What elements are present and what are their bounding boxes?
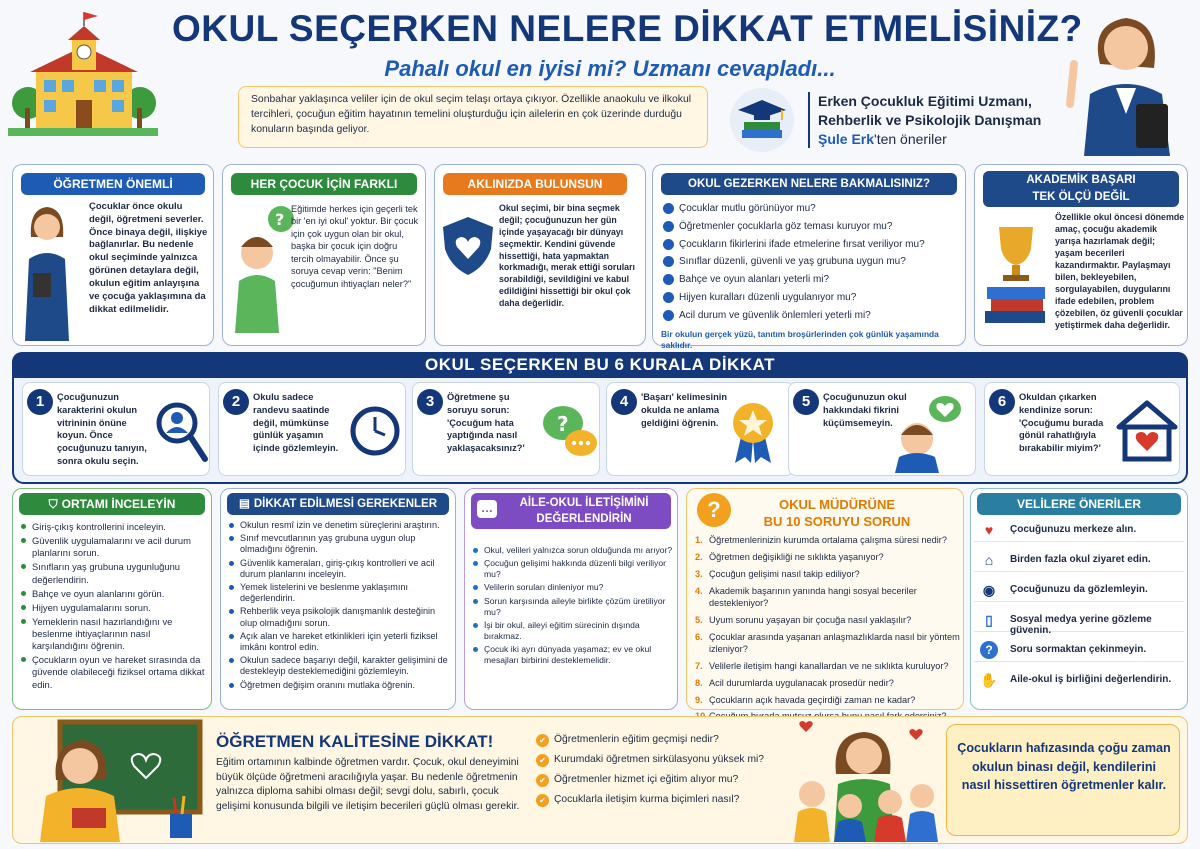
- phone-icon: ▯: [985, 612, 993, 628]
- card-title-gezerken: OKUL GEZERKEN NELERE BAKMALISINIZ?: [661, 173, 957, 195]
- trophy-books-icon: [981, 219, 1051, 329]
- card-okul-gezerken: [652, 164, 966, 351]
- kalite-question: ✔ Öğretmenlerin eğitim geçmişi nedir?: [536, 734, 786, 745]
- dikkat-item: Öğretmen değişim oranını mutlaka öğrenin.: [229, 680, 451, 691]
- card-title-veli: VELİLERE ÖNERİLER: [977, 493, 1181, 515]
- closing-text: Çocukların hafızasında çoğu zaman okulun binası değil, kendilerini nasıl hissettiren öğretmenler kalır.: [957, 741, 1171, 793]
- intro-text: Sonbahar yaklaşınca veliler için de okul seçim telaşı ortaya çıkıyor. Özellikle anaokulu ve ilkokul tercihleri, çocuğun eğitim hayatının temelini oluşturduğu için ailelerin en çok üzerinde durduğu konuların başında geliyor.: [251, 94, 692, 135]
- card-title-ogretmen: ÖĞRETMEN ÖNEMLİ: [21, 173, 205, 195]
- akademik-title-2: TEK ÖLÇÜ DEĞİL: [1032, 191, 1130, 203]
- mudur-item: 6. Çocuklar arasında yaşanan anlaşmazlıklarda nasıl bir yöntem izleniyor?: [695, 631, 960, 654]
- clock-icon: [349, 405, 401, 457]
- gezerken-footer: Bir okulun gerçek yüzü, tanıtım broşürlerinden çok günlük yaşamında saklıdır.: [661, 329, 939, 351]
- kalite-questions: [536, 734, 786, 814]
- veli-item: ✋ Aile-okul iş birliğini değerlendirin.: [980, 672, 1172, 688]
- closing-box: [946, 724, 1180, 836]
- dikkat-item: Sınıf mevcutlarının yaş grubuna uygun olup olmadığını öğrenin.: [229, 533, 451, 555]
- card-title-aile: [471, 493, 671, 529]
- mudur-title-1: OKUL MÜDÜRÜNE: [778, 497, 896, 512]
- aile-item: Sorun karşısında aileyle birlikte çözüm üretiliyor mu?: [473, 596, 675, 618]
- rule-text: Okuldan çıkarken kendinize sorun: 'Çocuğumu burada gönül rahatlığıyla bırakabilir miyim?': [1019, 392, 1104, 454]
- veli-item: ⌂ Birden fazla okul ziyaret edin.: [974, 548, 1184, 572]
- page-subtitle: Pahalı okul en iyisi mi? Uzmanı cevapladı...: [384, 56, 836, 81]
- card-ogretmen-onemli: [12, 164, 214, 346]
- veli-item: ? Soru sormaktan çekinmeyin.: [974, 638, 1184, 662]
- rule-text: 'Başarı' kelimesinin okulda ne anlama geldiğini öğrenin.: [641, 392, 728, 428]
- rule-text: Çocuğunuzun karakterini okulun vitrininin önüne koyun. Önce çocuğunuzu tanıyın, sonra okulu seçin.: [57, 392, 147, 467]
- expert-name: Şule Erk: [818, 131, 875, 147]
- svg-text:?: ?: [275, 210, 285, 229]
- dikkat-item: Okulun sadece başarıyı değil, karakter gelişimini de destekleyip desteklemediğini gözlemleyin.: [229, 655, 451, 677]
- mudur-item: 7. Velilerle iletişim hangi kanallardan ve ne sıklıkta kuruluyor?: [695, 660, 949, 671]
- rule-4: [606, 382, 794, 476]
- clipboard-icon: ▤: [238, 498, 250, 510]
- kalite-question: ✔ Kurumdaki öğretmen sirkülasyonu yüksek mi?: [536, 754, 786, 765]
- card-okul-muduru: [686, 488, 964, 710]
- card-akademik-basari: [974, 164, 1188, 346]
- heart-icon: ♥: [984, 522, 994, 538]
- akademik-title-1: AKADEMİK BAŞARI: [1026, 174, 1136, 186]
- aile-item: Velilerin soruları dinleniyor mu?: [473, 582, 675, 593]
- rule-5: [788, 382, 976, 476]
- rule-number: 6: [989, 389, 1015, 415]
- mudur-item: 1. Öğretmenlerinizin kurumda ortalama çalışma süresi nedir?: [695, 535, 947, 545]
- aile-item: Çocuğun gelişimi hakkında düzenli bilgi veriliyor mu?: [473, 558, 675, 580]
- aile-item: Çocuk iki ayrı dünyada yaşamaz; ev ve okul mesajları birbirini desteklemelidir.: [473, 644, 675, 666]
- aile-item: İşi bir okul, aileyi eğitim sürecinin dışında bırakmaz.: [473, 620, 675, 642]
- gezerken-item: Acil durum ve güvenlik önlemleri yeterli mi?: [663, 310, 959, 323]
- dikkat-item: Okulun resmî izin ve denetim süreçlerini araştırın.: [229, 520, 451, 531]
- card-dikkat-edilmesi: [220, 488, 456, 710]
- page-title: OKUL SEÇERKEN NELERE DİKKAT ETMELİSİNİZ?: [172, 8, 1083, 49]
- gezerken-item: Öğretmenler çocuklarla göz teması kuruyor mu?: [663, 221, 959, 234]
- check-circle-icon: ✔: [536, 734, 549, 747]
- check-circle-icon: ✔: [536, 754, 549, 767]
- ortami-list: [21, 521, 207, 693]
- rule-text: Çocuğunuzun okul hakkındaki fikrini küçümsemeyin.: [823, 392, 907, 428]
- dikkat-item: Yemek listelerini ve beslenme yaklaşımını değerlendirin.: [229, 582, 451, 604]
- mudur-title-2: BU 10 SORUYU SORUN: [763, 514, 911, 529]
- card-title-farkli: HER ÇOCUK İÇİN FARKLI: [231, 173, 417, 195]
- aile-title-2: DEĞERLENDİRİN: [536, 513, 632, 525]
- ortami-item: Güvenlik uygulamalarını ve acil durum planlarını sorun.: [21, 535, 207, 559]
- teacher-children-illustration: [786, 718, 942, 842]
- aile-title-1: AİLE-OKUL İLETİŞİMİNİ: [519, 497, 649, 509]
- card-text-akademik: Özellikle okul öncesi dönemde amaç, çocuğu akademik yarışa hazırlamak değil; yaşam becerileri kazandırmaktır. Paylaşmayı bilen, bekleyebilen, sorgulayabilen, duygularını ifade edebilen, problem çözebilen, öz güvenli çocuklar yetiştirmek daha değerlidir.: [1055, 212, 1185, 331]
- shield-heart-icon: [441, 215, 495, 277]
- gezerken-list: [663, 203, 959, 328]
- dikkat-item: Rehberlik veya psikolojik danışmanlık desteğinin olup olmadığını sorun.: [229, 606, 451, 628]
- expert-title-2: Rehberlik ve Psikolojik Danışman: [818, 112, 1042, 128]
- handshake-icon: ✋: [980, 672, 998, 688]
- gezerken-item: Hijyen kuralları düzenli uygulanıyor mu?: [663, 292, 959, 305]
- kalite-text: Eğitim ortamının kalbinde öğretmen vardır. Çocuk, okul deneyimini büyük ölçüde öğretmeni aracılığıyla yaşar. Bu nedenle öğretmenin yalnızca diploma sahibi olması değil; sevgi dolu, sabırlı, çocuk gelişimi konusunda bilgili ve iletişim becerileri güçlü olması gerekir.: [216, 757, 520, 812]
- graduation-books-icon: [724, 84, 802, 154]
- rule-number: 5: [793, 389, 819, 415]
- dikkat-list: [229, 520, 451, 693]
- rule-6: [984, 382, 1180, 476]
- rule-1: [22, 382, 210, 476]
- card-title-aklinizda: AKLINIZDA BULUNSUN: [443, 173, 627, 195]
- child-heart-bubble-icon: [889, 393, 969, 473]
- card-ortami-inceleyin: [12, 488, 212, 710]
- card-title-dikkat: ▤ DİKKAT EDİLMESİ GEREKENLER: [227, 493, 449, 515]
- speech-bubbles-icon: [541, 401, 599, 461]
- rule-number: 4: [611, 389, 637, 415]
- card-her-cocuk-farkli: [222, 164, 426, 346]
- aile-item: Okul, velileri yalnızca sorun olduğunda mı arıyor?: [473, 545, 675, 556]
- kalite-question: ✔ Çocuklarla iletişim kurma biçimleri nasıl?: [536, 794, 786, 805]
- mudur-item: 9. Çocukların açık havada geçirdiği zaman ne kadar?: [695, 694, 916, 705]
- aile-list: [473, 545, 675, 668]
- kalite-question: ✔ Öğretmenler hizmet içi eğitim alıyor mu?: [536, 774, 786, 785]
- rule-2: [218, 382, 406, 476]
- rule-number: 2: [223, 389, 249, 415]
- card-text-farkli: Eğitimde herkes için geçerli tek bir 'en iyi okul' yoktur. Bir çocuk için çok uygun olan bir okul, başka bir çocuk için doğru tercih olmayabilir. Önce şu soruya cevap verin: "Benim çocuğumun ihtiyaçları neler?": [291, 204, 419, 289]
- chalkboard-teacher-illustration: [16, 718, 202, 842]
- veli-item: ▯ Sosyal medya yerine gözleme güvenin.: [974, 608, 1184, 632]
- card-title-ortami: ⛉ ORTAMI İNCELEYİN: [19, 493, 205, 515]
- ortami-item: Hijyen uygulamalarını sorun.: [21, 602, 207, 614]
- dikkat-item: Açık alan ve hareket etkinlikleri için yeterli fiziksel imkânı kontrol edin.: [229, 631, 451, 653]
- medal-icon: [727, 399, 779, 465]
- check-circle-icon: ✔: [536, 774, 549, 787]
- card-aile-okul: [464, 488, 678, 710]
- thinking-child-icon: [227, 203, 297, 333]
- mudur-item: 3. Çocuğun gelişimi nasıl takip ediliyor?: [695, 568, 860, 579]
- ortami-item: Bahçe ve oyun alanlarını görün.: [21, 588, 207, 600]
- card-title-akademik: [983, 171, 1179, 207]
- chat-icon: …: [477, 500, 497, 518]
- ortami-item: Çocukların oyun ve hareket sırasında da güvende olabileceği fiziksel ortama dikkat edin.: [21, 654, 207, 690]
- veli-item: ♥ Çocuğunuzu merkeze alın.: [974, 518, 1184, 542]
- gezerken-item: Çocukların fikirlerini ifade etmelerine fırsat veriliyor mu?: [663, 239, 959, 252]
- card-text-ogretmen: Çocuklar önce okulu değil, öğretmeni severler. Önce binaya değil, ilişkiye bağlanırlar. Bu nedenle okul seçiminde yalnızca görünen detaylara değil, okulun eğitim anlayışına ve çocuğa yaklaşımına da dikkat edilmelidir.: [89, 201, 208, 315]
- gezerken-item: Çocuklar mutlu görünüyor mu?: [663, 203, 959, 216]
- check-circle-icon: ✔: [536, 794, 549, 807]
- question-bubble-icon: ?: [697, 493, 731, 527]
- expert-illustration: [1060, 4, 1190, 156]
- magnifier-person-icon: [155, 401, 207, 463]
- question-icon: ?: [980, 641, 998, 659]
- rules-title: OKUL SEÇERKEN BU 6 KURALA DİKKAT: [424, 355, 776, 374]
- rule-text: Öğretmene şu soruyu sorun: 'Çocuğum hata yaptığında nasıl yaklaşacaksınız?': [447, 392, 525, 454]
- dikkat-item: Güvenlik kameraları, giriş-çıkış kontrolleri ve acil durum planlarını inceleyin.: [229, 558, 451, 580]
- ortami-item: Sınıfların yaş grubuna uygunluğunu değerlendirin.: [21, 561, 207, 585]
- svg-text:?: ?: [557, 412, 569, 436]
- mudur-item: 5. Uyum sorunu yaşayan bir çocuğa nasıl yaklaşılır?: [695, 614, 912, 625]
- rule-3: [412, 382, 600, 476]
- shield-small-icon: ⛉: [48, 497, 58, 511]
- ortami-item: Yemeklerin nasıl hazırlandığını ve beslenme ihtiyaçlarının nasıl karşılandığını öğrenin.: [21, 616, 207, 652]
- kalite-title: ÖĞRETMEN KALİTESİNE DİKKAT!: [216, 732, 494, 751]
- mudur-item: 8. Acil durumlarda uygulanacak prosedür nedir?: [695, 677, 894, 688]
- rule-number: 1: [27, 389, 53, 415]
- expert-suffix: 'ten öneriler: [874, 131, 947, 147]
- card-text-aklinizda: Okul seçimi, bir bina seçmek değil; çocuğunuzun her gün içinde yaşayacağı bir dünyayı seçmektir. Kendini güvende hissettiği, hata yapmaktan korkmadığı, merak ettiği soruları sorabildiği, sevildiğini ve kabul edildiğini hissettiği bir okul çok daha değerlidir.: [499, 203, 635, 308]
- expert-title-1: Erken Çocukluk Eğitimi Uzmanı,: [818, 93, 1032, 109]
- gezerken-item: Sınıflar düzenli, güvenli ve yaş grubuna uygun mu?: [663, 256, 959, 269]
- teacher-icon: [19, 201, 73, 341]
- gezerken-item: Bahçe ve oyun alanları yeterli mi?: [663, 274, 959, 287]
- mudur-item: 2. Öğretmen değişikliği ne sıklıkta yaşanıyor?: [695, 551, 884, 562]
- eye-icon: ◉: [982, 582, 996, 598]
- intro-box: [238, 86, 708, 148]
- ortami-item: Giriş-çıkış kontrollerini inceleyin.: [21, 521, 207, 533]
- card-aklinizda-bulunsun: [434, 164, 646, 346]
- mudur-item: 4. Akademik başarının yanında hangi sosyal beceriler destekleniyor?: [695, 585, 917, 608]
- school-illustration: [8, 8, 158, 148]
- house-heart-icon: [1117, 399, 1177, 463]
- school-icon: ⌂: [984, 552, 994, 568]
- mudur-list: [695, 535, 961, 728]
- rule-number: 3: [417, 389, 443, 415]
- veli-item: ◉ Çocuğunuzu da gözlemleyin.: [974, 578, 1184, 602]
- rule-text: Okulu sadece randevu saatinde değil, mümkünse günlük yaşamın içinde gözlemleyin.: [253, 392, 339, 454]
